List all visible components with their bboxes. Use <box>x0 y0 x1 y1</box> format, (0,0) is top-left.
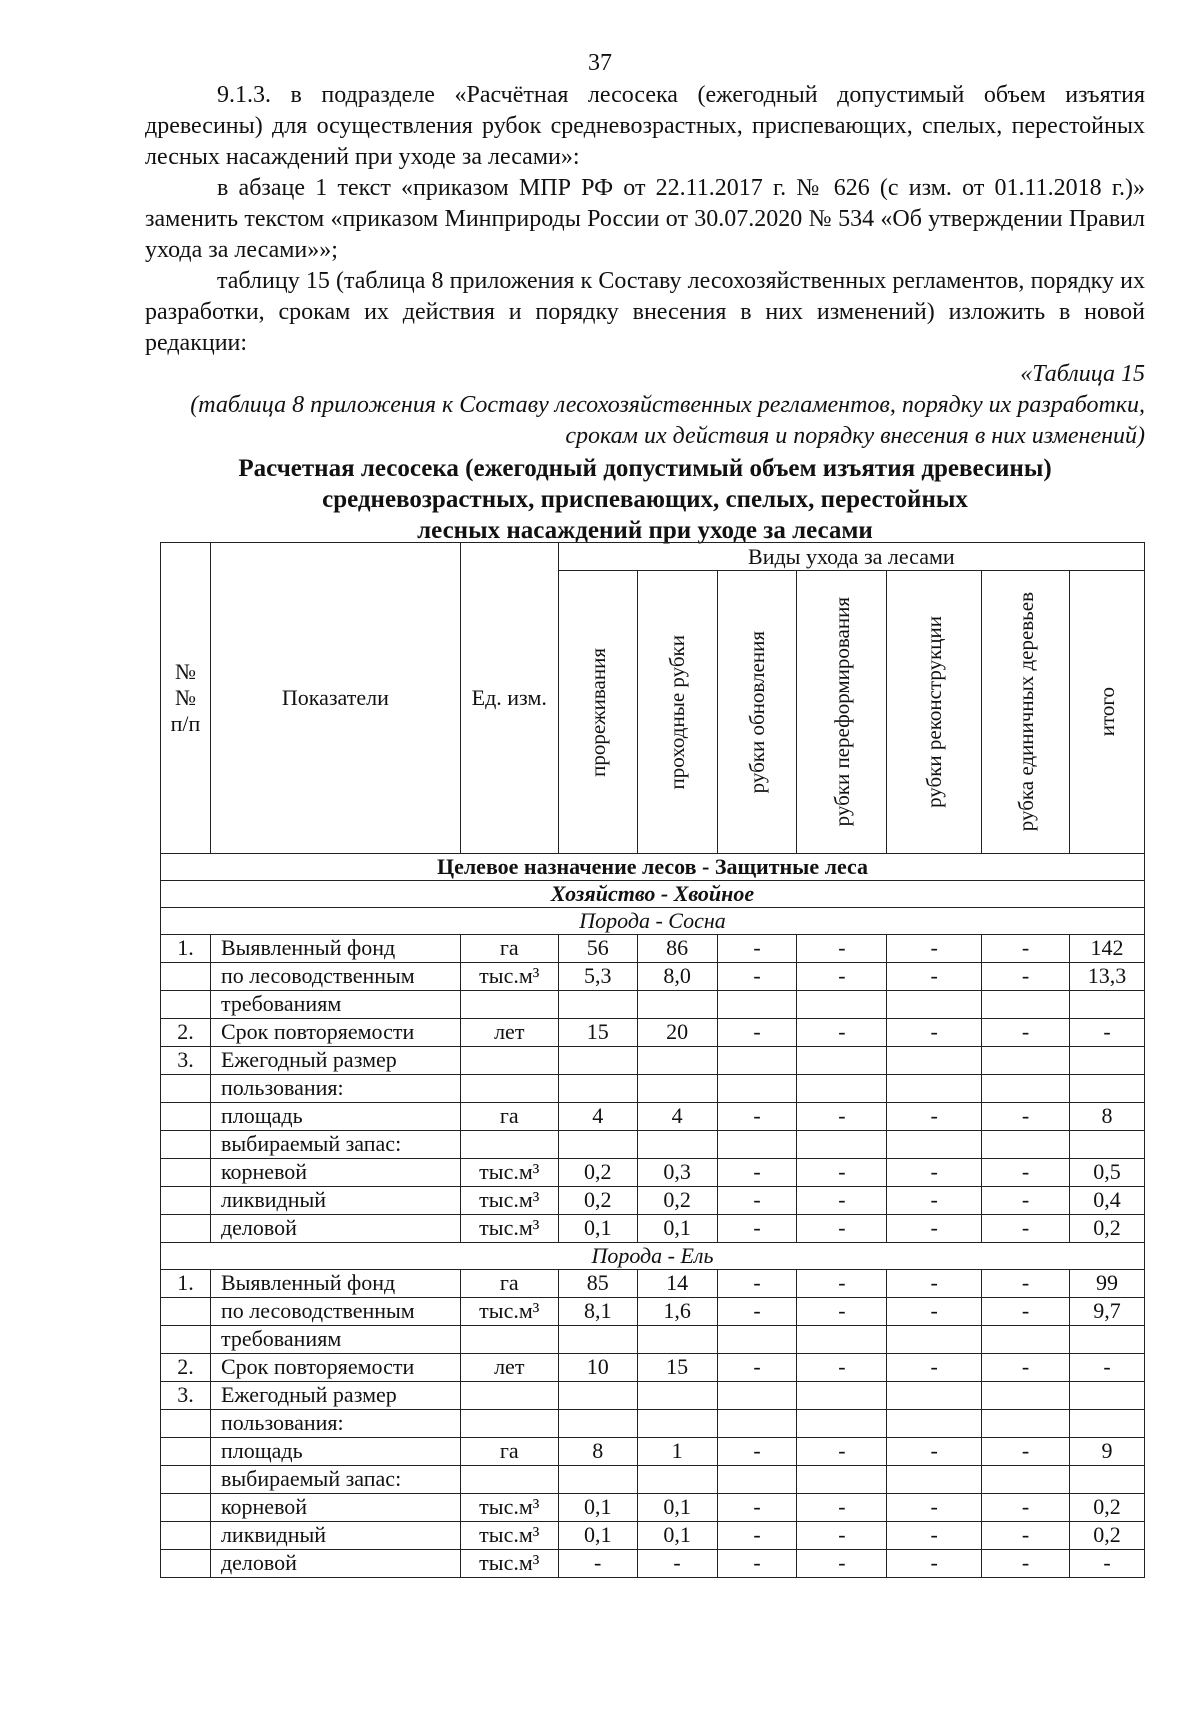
row-value <box>637 1410 717 1438</box>
row-value: - <box>717 1019 797 1047</box>
row-value: 9 <box>1069 1438 1144 1466</box>
breed-row: Порода - Ель <box>161 1243 1145 1270</box>
row-value: 15 <box>558 1019 637 1047</box>
paragraph-3: таблицу 15 (таблица 8 приложения к Составу лесохозяйственных регламентов, порядку их разработки, срокам их действия и порядку внесения в них изменений) изложить в новой редакции: <box>145 268 1145 356</box>
row-value: - <box>797 1159 887 1187</box>
row-value: - <box>797 1019 887 1047</box>
row-value <box>1069 1466 1144 1494</box>
row-value: 4 <box>637 1103 717 1131</box>
row-label: требованиям <box>210 991 460 1019</box>
row-value <box>887 991 982 1019</box>
row-value <box>797 991 887 1019</box>
row-value: 0,5 <box>1069 1159 1144 1187</box>
section-row: Целевое назначение лесов - Защитные леса <box>161 854 1145 881</box>
row-value <box>887 1410 982 1438</box>
table-row <box>161 1187 1145 1215</box>
table-row <box>161 991 1145 1019</box>
row-value: 15 <box>637 1354 717 1382</box>
row-value <box>1069 1047 1144 1075</box>
row-value: 0,2 <box>558 1187 637 1215</box>
row-value: - <box>887 1103 982 1131</box>
row-value: - <box>717 1438 797 1466</box>
row-value: - <box>637 1550 717 1578</box>
row-number <box>161 1326 211 1354</box>
row-value: 20 <box>637 1019 717 1047</box>
row-number <box>161 1103 211 1131</box>
row-value <box>637 991 717 1019</box>
row-value <box>637 1382 717 1410</box>
row-label: площадь <box>210 1438 460 1466</box>
row-unit <box>460 1466 558 1494</box>
col-header-renewal-cuts: рубки обновления <box>717 571 797 854</box>
row-value <box>717 1047 797 1075</box>
row-number <box>161 963 211 991</box>
row-value: 56 <box>558 935 637 963</box>
row-value: - <box>797 1298 887 1326</box>
row-value: 0,1 <box>558 1494 637 1522</box>
row-label: по лесоводственным <box>210 963 460 991</box>
table-label: «Таблица 15 <box>1020 361 1145 387</box>
row-value <box>558 1075 637 1103</box>
row-value: - <box>887 1298 982 1326</box>
row-value: 0,2 <box>1069 1215 1144 1243</box>
row-value: 0,1 <box>558 1522 637 1550</box>
row-unit: га <box>460 1270 558 1298</box>
row-value: - <box>887 1215 982 1243</box>
col-header-unit: Ед. изм. <box>460 543 558 854</box>
row-number: 2. <box>161 1019 211 1047</box>
row-value <box>558 1466 637 1494</box>
row-value: - <box>1069 1019 1144 1047</box>
row-value: 5,3 <box>558 963 637 991</box>
row-value: - <box>797 1103 887 1131</box>
row-value: - <box>797 1354 887 1382</box>
row-value: 85 <box>558 1270 637 1298</box>
row-value <box>717 991 797 1019</box>
row-value: - <box>887 1438 982 1466</box>
row-value <box>1069 1075 1144 1103</box>
row-value: - <box>717 1215 797 1243</box>
table-title-line-1: Расчетная лесосека (ежегодный допустимый объем изъятия древесины) <box>238 455 1052 482</box>
row-value: - <box>797 1550 887 1578</box>
row-value <box>797 1131 887 1159</box>
row-unit <box>460 1131 558 1159</box>
row-value: 0,4 <box>1069 1187 1144 1215</box>
breed-row: Порода - Сосна <box>161 908 1145 935</box>
table-row <box>161 1382 1145 1410</box>
row-value: - <box>982 935 1070 963</box>
farm-row: Хозяйство - Хвойное <box>161 881 1145 908</box>
row-value: - <box>982 963 1070 991</box>
row-label: Ежегодный размер <box>210 1382 460 1410</box>
allowable-cut-table <box>160 542 1145 1578</box>
row-value <box>797 1326 887 1354</box>
row-value: - <box>1069 1354 1144 1382</box>
row-value: - <box>982 1019 1070 1047</box>
table-title-line-3: лесных насаждений при уходе за лесами <box>417 517 873 544</box>
row-value: - <box>717 1522 797 1550</box>
table-row <box>161 1466 1145 1494</box>
row-label: корневой <box>210 1494 460 1522</box>
row-value <box>797 1466 887 1494</box>
row-value: - <box>982 1215 1070 1243</box>
row-unit: тыс.м³ <box>460 1215 558 1243</box>
table-title <box>145 453 1145 546</box>
paragraph-1: 9.1.3. в подразделе «Расчётная лесосека (ежегодный допустимый объем изъятия древесины) для осуществления рубок средневозрастных, приспевающих, спелых, перестойных лесных насаждений при уходе за лесами»: <box>145 82 1145 170</box>
row-value: - <box>797 1187 887 1215</box>
row-label: Срок повторяемости <box>210 1354 460 1382</box>
row-label: Выявленный фонд <box>210 935 460 963</box>
row-value <box>637 1075 717 1103</box>
row-value: - <box>717 1270 797 1298</box>
row-number <box>161 1550 211 1578</box>
table-row <box>161 1159 1145 1187</box>
row-value: 0,2 <box>558 1159 637 1187</box>
row-unit <box>460 1410 558 1438</box>
col-header-reconstruction-cuts: рубки реконструкции <box>887 571 982 854</box>
row-value: - <box>982 1354 1070 1382</box>
table-row <box>161 1075 1145 1103</box>
row-value: - <box>982 1103 1070 1131</box>
row-value: - <box>887 935 982 963</box>
row-unit: тыс.м³ <box>460 1159 558 1187</box>
row-value: - <box>717 935 797 963</box>
row-label: требованиям <box>210 1326 460 1354</box>
row-value: - <box>717 1354 797 1382</box>
row-unit: тыс.м³ <box>460 963 558 991</box>
row-value: - <box>797 1270 887 1298</box>
row-unit: лет <box>460 1019 558 1047</box>
row-value <box>558 1326 637 1354</box>
row-number: 1. <box>161 1270 211 1298</box>
table-row <box>161 1326 1145 1354</box>
page-number: 37 <box>588 50 612 76</box>
row-value <box>982 1382 1070 1410</box>
row-value: - <box>717 1187 797 1215</box>
row-unit <box>460 1047 558 1075</box>
row-label: площадь <box>210 1103 460 1131</box>
row-value: - <box>558 1550 637 1578</box>
row-value <box>797 1410 887 1438</box>
table-note: (таблица 8 приложения к Составу лесохозяйственных регламентов, порядку их разработки, срокам их действия и порядку внесения в них изменений) <box>190 392 1145 449</box>
row-value: - <box>887 1550 982 1578</box>
row-value <box>887 1075 982 1103</box>
row-unit <box>460 1326 558 1354</box>
row-unit: тыс.м³ <box>460 1298 558 1326</box>
row-value: 0,3 <box>637 1159 717 1187</box>
row-label: по лесоводственным <box>210 1298 460 1326</box>
row-unit: тыс.м³ <box>460 1187 558 1215</box>
row-value: - <box>797 963 887 991</box>
table-row <box>161 1298 1145 1326</box>
row-unit: лет <box>460 1354 558 1382</box>
row-label: пользования: <box>210 1075 460 1103</box>
row-label: корневой <box>210 1159 460 1187</box>
row-value: 0,1 <box>637 1215 717 1243</box>
row-value: 8,1 <box>558 1298 637 1326</box>
table-row <box>161 1215 1145 1243</box>
row-value <box>982 1466 1070 1494</box>
table-row <box>161 1550 1145 1578</box>
row-value: 1,6 <box>637 1298 717 1326</box>
row-number <box>161 1131 211 1159</box>
table-row <box>161 1131 1145 1159</box>
row-value <box>717 1075 797 1103</box>
row-value <box>887 1466 982 1494</box>
row-label: пользования: <box>210 1410 460 1438</box>
row-value: - <box>887 1354 982 1382</box>
row-number <box>161 1159 211 1187</box>
row-value: - <box>717 963 797 991</box>
body-paragraphs <box>145 80 1145 452</box>
row-value <box>797 1075 887 1103</box>
table-row <box>161 1019 1145 1047</box>
row-value: - <box>797 1522 887 1550</box>
row-value: - <box>1069 1550 1144 1578</box>
row-number: 1. <box>161 935 211 963</box>
row-value: - <box>982 1270 1070 1298</box>
table-row <box>161 1410 1145 1438</box>
row-value <box>558 991 637 1019</box>
row-value: - <box>717 1298 797 1326</box>
row-label: ликвидный <box>210 1522 460 1550</box>
row-value: 4 <box>558 1103 637 1131</box>
row-value: 142 <box>1069 935 1144 963</box>
table-row <box>161 1354 1145 1382</box>
row-value: - <box>797 935 887 963</box>
row-number <box>161 1438 211 1466</box>
row-value: - <box>982 1522 1070 1550</box>
row-value: 9,7 <box>1069 1298 1144 1326</box>
row-value <box>1069 1131 1144 1159</box>
col-header-indicator: Показатели <box>210 543 460 854</box>
row-value <box>637 1047 717 1075</box>
row-number <box>161 1494 211 1522</box>
row-value: 1 <box>637 1438 717 1466</box>
row-value <box>717 1466 797 1494</box>
row-value: - <box>717 1494 797 1522</box>
row-unit <box>460 1075 558 1103</box>
row-number: 2. <box>161 1354 211 1382</box>
row-value: - <box>797 1438 887 1466</box>
row-value <box>1069 991 1144 1019</box>
row-value: - <box>717 1550 797 1578</box>
row-unit: тыс.м³ <box>460 1522 558 1550</box>
row-value: - <box>717 1103 797 1131</box>
row-label: выбираемый запас: <box>210 1466 460 1494</box>
col-header-group: Виды ухода за лесами <box>558 543 1144 571</box>
row-number <box>161 1522 211 1550</box>
row-value: - <box>982 1298 1070 1326</box>
row-value: - <box>982 1494 1070 1522</box>
row-number <box>161 1466 211 1494</box>
table-row <box>161 1522 1145 1550</box>
row-number <box>161 1075 211 1103</box>
row-number: 3. <box>161 1047 211 1075</box>
row-label: Ежегодный размер <box>210 1047 460 1075</box>
row-value: 8,0 <box>637 963 717 991</box>
row-number <box>161 1215 211 1243</box>
table-row <box>161 1047 1145 1075</box>
row-unit: тыс.м³ <box>460 1494 558 1522</box>
row-number <box>161 1187 211 1215</box>
row-unit: га <box>460 935 558 963</box>
row-value <box>558 1131 637 1159</box>
row-value <box>558 1047 637 1075</box>
row-value <box>717 1382 797 1410</box>
table-row <box>161 1438 1145 1466</box>
row-value: - <box>982 1187 1070 1215</box>
row-value: 0,2 <box>1069 1494 1144 1522</box>
row-unit: тыс.м³ <box>460 1550 558 1578</box>
row-value <box>1069 1326 1144 1354</box>
row-label: Срок повторяемости <box>210 1019 460 1047</box>
row-value: - <box>982 1438 1070 1466</box>
row-value: - <box>887 1019 982 1047</box>
row-label: выбираемый запас: <box>210 1131 460 1159</box>
row-unit <box>460 991 558 1019</box>
row-value: 0,1 <box>558 1215 637 1243</box>
row-unit <box>460 1382 558 1410</box>
table-row <box>161 963 1145 991</box>
row-label: Выявленный фонд <box>210 1270 460 1298</box>
row-value <box>887 1131 982 1159</box>
row-value <box>982 1047 1070 1075</box>
col-header-reformation-cuts: рубки переформирования <box>797 571 887 854</box>
row-value: 10 <box>558 1354 637 1382</box>
row-value: 99 <box>1069 1270 1144 1298</box>
row-number <box>161 1298 211 1326</box>
row-value <box>887 1382 982 1410</box>
row-label: деловой <box>210 1215 460 1243</box>
row-value: - <box>887 963 982 991</box>
row-value: 86 <box>637 935 717 963</box>
table-row <box>161 1494 1145 1522</box>
row-value <box>1069 1410 1144 1438</box>
row-value <box>982 1075 1070 1103</box>
col-header-num: №№ п/п <box>161 543 211 854</box>
row-value: 0,1 <box>637 1522 717 1550</box>
row-value <box>637 1131 717 1159</box>
row-number: 3. <box>161 1382 211 1410</box>
col-header-total: итого <box>1069 571 1144 854</box>
row-unit: га <box>460 1103 558 1131</box>
row-value: 8 <box>1069 1103 1144 1131</box>
row-value: - <box>797 1215 887 1243</box>
row-value: - <box>982 1550 1070 1578</box>
row-value <box>982 1410 1070 1438</box>
row-value <box>1069 1382 1144 1410</box>
row-label: ликвидный <box>210 1187 460 1215</box>
row-value <box>717 1410 797 1438</box>
table-row <box>161 1103 1145 1131</box>
row-value <box>717 1131 797 1159</box>
row-value: 0,1 <box>637 1494 717 1522</box>
row-value <box>637 1326 717 1354</box>
row-value: - <box>887 1494 982 1522</box>
row-value <box>982 1326 1070 1354</box>
table-row <box>161 935 1145 963</box>
table-row <box>161 1270 1145 1298</box>
row-value: - <box>717 1159 797 1187</box>
row-value: - <box>887 1159 982 1187</box>
row-value: 0,2 <box>1069 1522 1144 1550</box>
table-title-line-2: средневозрастных, приспевающих, спелых, перестойных <box>322 486 968 513</box>
paragraph-2: в абзаце 1 текст «приказом МПР РФ от 22.11.2017 г. № 626 (с изм. от 01.11.2018 г.)» заменить текстом «приказом Минприроды России от 30.07.2020 № 534 «Об утверждении Правил ухода за лесами»»; <box>145 175 1145 263</box>
row-value <box>558 1410 637 1438</box>
row-value: - <box>887 1522 982 1550</box>
col-header-thinning: прореживания <box>558 571 637 854</box>
row-value: - <box>982 1159 1070 1187</box>
row-value: 13,3 <box>1069 963 1144 991</box>
row-value <box>797 1047 887 1075</box>
row-value <box>887 1047 982 1075</box>
row-value: - <box>797 1494 887 1522</box>
row-value: 14 <box>637 1270 717 1298</box>
row-unit: га <box>460 1438 558 1466</box>
row-value: - <box>887 1187 982 1215</box>
row-value <box>558 1382 637 1410</box>
col-header-single-tree-cuts: рубка единичных деревьев <box>982 571 1070 854</box>
row-value <box>982 991 1070 1019</box>
row-label: деловой <box>210 1550 460 1578</box>
row-number <box>161 991 211 1019</box>
row-value <box>717 1326 797 1354</box>
row-value: 0,2 <box>637 1187 717 1215</box>
row-value <box>982 1131 1070 1159</box>
row-value <box>887 1326 982 1354</box>
row-number <box>161 1410 211 1438</box>
row-value <box>797 1382 887 1410</box>
row-value: - <box>887 1270 982 1298</box>
row-value <box>637 1466 717 1494</box>
row-value: 8 <box>558 1438 637 1466</box>
col-header-passage-cuts: проходные рубки <box>637 571 717 854</box>
